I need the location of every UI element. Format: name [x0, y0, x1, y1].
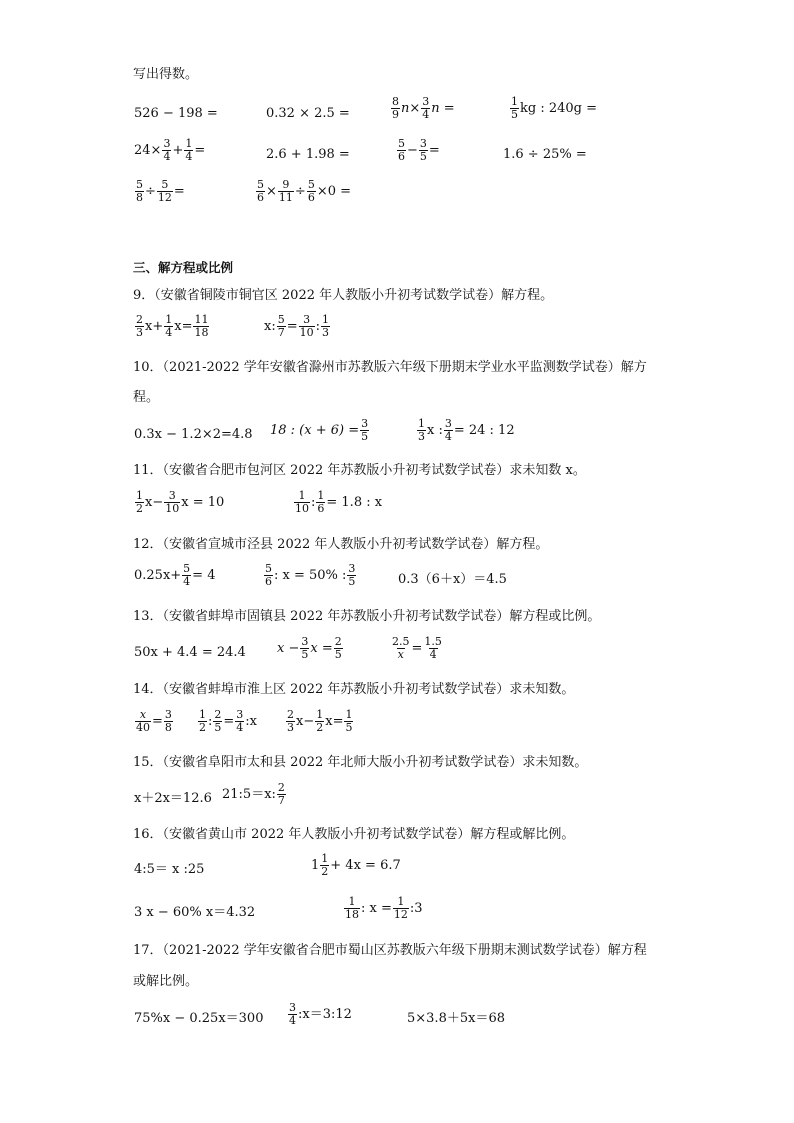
- q11-heading: 11．（安徽省合肥市包河区 2022 年苏教版小升初考试数学试卷）求未知数 x。: [133, 463, 586, 478]
- calc-9: $\frac{5}{8}$ ÷ $\frac{5}{12}$ =: [136, 178, 185, 204]
- q10-heading-cont: 程。: [133, 390, 160, 405]
- q16-eq4: 1 18 : x = $\frac{1}{12}$ :3: [345, 895, 423, 921]
- q16-eq1: 4:5＝ x :25: [134, 862, 205, 877]
- q17-eq3: 5×3.8＋5x＝68: [407, 1011, 505, 1026]
- q9-eq2: x: $\frac{5}{7}$ = $\frac{3}{10}$ : 1 3: [264, 313, 330, 339]
- calc-5: 24× $\frac{3}{4}$ + $\frac{1}{4}$ =: [134, 137, 206, 163]
- q12-eq1: 0.25x+ $\frac{5}{4}$ = 4: [134, 562, 216, 588]
- q15-heading: 15．（安徽省阜阳市太和县 2022 年北师大版小升初考试数学试卷）求未知数。: [133, 755, 588, 770]
- calc-6: 2.6 + 1.98 =: [266, 147, 350, 162]
- q13-eq3: $\frac{2.5}{x}$ = $\frac{1.5}{4}$: [392, 635, 442, 661]
- q11-eq1: 1 2 x− $\frac{3}{10}$ x = 10: [136, 489, 225, 515]
- q9-eq1: 2 3 x+ $\frac{1}{4}$ x= $\frac{11}{18}$: [136, 313, 209, 339]
- calc-8: 1.6 ÷ 25% =: [503, 147, 587, 162]
- calc-7: 5 6 − $\frac{3}{5}$ =: [398, 137, 440, 163]
- section-title: 三、解方程或比例: [133, 260, 234, 275]
- q10-eq3: 1 3 x : $\frac{3}{4}$ = 24 : 12: [418, 417, 515, 443]
- q13-eq2: x − $\frac{3}{5}$ x = $\frac{2}{5}$: [277, 635, 342, 661]
- q14-eq2: 1 2 : $\frac{2}{5}$ = $\frac{3}{4}$ :x: [199, 708, 258, 734]
- q16-heading: 16．（安徽省黄山市 2022 年人教版小升初考试数学试卷）解方程或解比例。: [133, 827, 575, 842]
- intro-text: 写出得数。: [133, 67, 199, 82]
- q14-eq1: $\frac{x}{40}$ = $\frac{3}{8}$: [136, 708, 172, 734]
- q16-eq2: 1 1 2 + 4x = 6.7: [311, 852, 401, 878]
- q17-heading: 17．（2021-2022 学年安徽省合肥市蜀山区苏教版六年级下册期末测试数学试卷）解方程: [133, 943, 647, 958]
- q10-eq2: 18 : (x + 6) = $\frac{3}{5}$: [270, 417, 369, 443]
- q17-heading-cont: 或解比例。: [133, 974, 199, 989]
- q15-eq1: x＋2x＝12.6: [134, 791, 212, 806]
- q12-eq3: 0.3（6＋x）＝4.5: [398, 572, 507, 587]
- q9-heading: 9．（安徽省铜陵市铜官区 2022 年人教版小升初考试数学试卷）解方程。: [133, 288, 554, 303]
- q11-eq2: 1 10 : $\frac{1}{6}$ = 1.8 : x: [295, 489, 383, 515]
- calc-3: 8 9 n× $\frac{3}{4}$ n =: [392, 95, 455, 121]
- q13-eq1: 50x + 4.4 = 24.4: [134, 645, 246, 660]
- q17-eq1: 75%x − 0.25x＝300: [134, 1011, 264, 1026]
- q12-eq2: 5 6 : x = 50% : 3 5: [265, 562, 356, 588]
- q15-eq2: 21:5＝x: 2 7: [222, 781, 285, 807]
- q16-eq3: 3 x − 60% x＝4.32: [134, 905, 256, 920]
- q14-eq3: 2 3 x− $\frac{1}{2}$ x= $\frac{1}{5}$: [287, 708, 353, 734]
- q14-heading: 14．（安徽省蚌埠市淮上区 2022 年苏教版小升初考试数学试卷）求未知数。: [133, 682, 575, 697]
- q10-eq1: 0.3x − 1.2×2=4.8: [134, 427, 253, 442]
- q12-heading: 12．（安徽省宣城市泾县 2022 年人教版小升初考试数学试卷）解方程。: [133, 537, 549, 552]
- calc-1: 526 − 198 =: [134, 106, 218, 121]
- q10-heading: 10．（2021-2022 学年安徽省滁州市苏教版六年级下册期末学业水平监测数学试卷）解方: [133, 360, 647, 375]
- calc-2: 0.32 × 2.5 =: [266, 106, 350, 121]
- calc-10: $\frac{5}{6}$ × $\frac{9}{11}$ ÷ $\frac{5}{6}$ ×0 =: [257, 178, 352, 204]
- q13-heading: 13．（安徽省蚌埠市固镇县 2022 年苏教版小升初考试数学试卷）解方程或比例。: [133, 609, 601, 624]
- calc-4: 1 5 kg : 240g =: [511, 95, 598, 121]
- q17-eq2: 3 4 :x＝3:12: [289, 1001, 352, 1027]
